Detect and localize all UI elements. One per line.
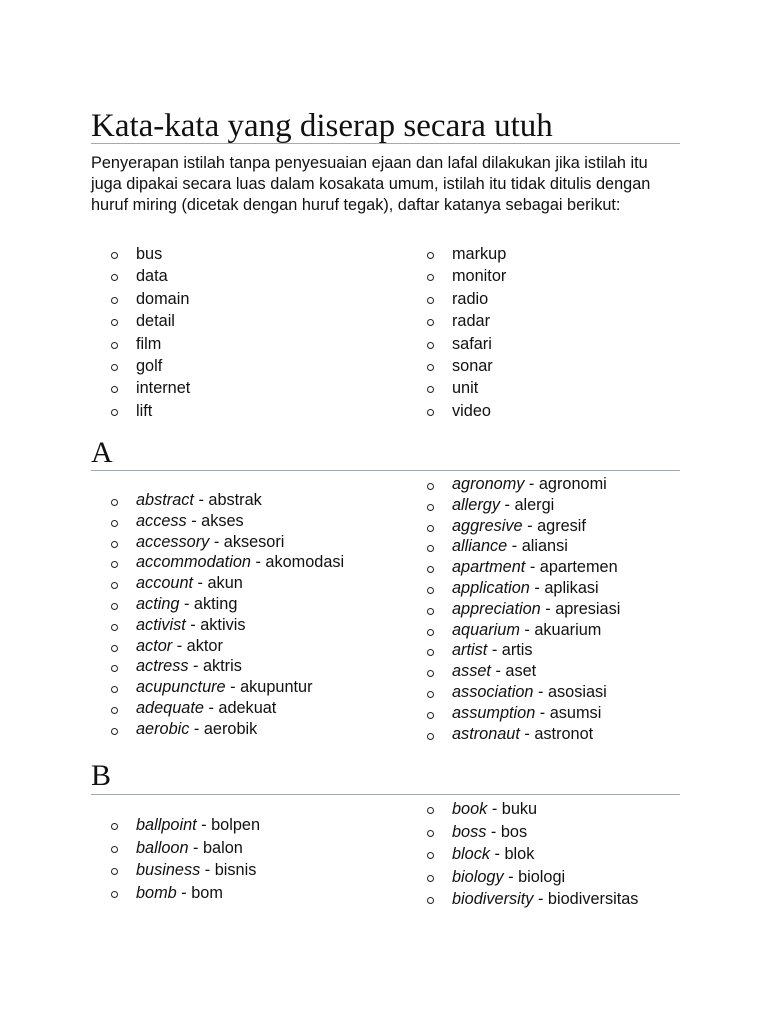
separator: - <box>179 594 194 613</box>
list-item <box>407 888 680 911</box>
list-item <box>91 310 407 332</box>
term-indonesian: asumsi <box>549 703 602 722</box>
term-indonesian: akun <box>207 574 243 593</box>
bullet-icon <box>111 520 118 527</box>
separator: - <box>250 553 266 572</box>
term-english: abstract <box>136 491 194 509</box>
term-indonesian: abstrak <box>208 491 262 509</box>
word: safari <box>452 334 492 353</box>
term-indonesian: akuarium <box>534 620 602 639</box>
term-english: astronaut <box>452 724 520 743</box>
list-item <box>91 837 407 860</box>
bullet-icon <box>427 733 434 740</box>
term-indonesian: aplikasi <box>544 578 599 597</box>
term-indonesian: akomodasi <box>265 553 345 572</box>
term-english: agronomy <box>452 475 525 493</box>
list-item <box>91 400 407 422</box>
word: lift <box>136 401 153 420</box>
separator: - <box>186 511 202 530</box>
list-item <box>407 798 680 821</box>
list-item <box>91 355 407 377</box>
list-item <box>91 288 407 310</box>
list-item <box>91 573 407 594</box>
list-item <box>407 640 680 661</box>
word: unit <box>452 379 479 398</box>
bullet-icon <box>427 252 434 259</box>
term-english: alliance <box>452 537 508 556</box>
separator: - <box>189 719 204 738</box>
term-english: aggresive <box>452 516 523 535</box>
list-item <box>407 703 680 724</box>
separator: - <box>172 636 187 655</box>
term-indonesian: aksesori <box>223 532 285 551</box>
section-heading-a: A <box>91 436 113 469</box>
term-english: asset <box>452 662 491 681</box>
separator: - <box>533 890 548 909</box>
bullet-icon <box>427 483 434 490</box>
bullet-icon <box>427 545 434 552</box>
term-indonesian: aerobik <box>203 719 258 738</box>
separator: - <box>209 532 224 551</box>
term-indonesian: apartemen <box>539 558 618 577</box>
term-english: boss <box>452 822 487 841</box>
list-item <box>91 677 407 698</box>
separator: - <box>490 845 505 864</box>
separator: - <box>196 816 212 834</box>
bullet-icon <box>427 691 434 698</box>
list-item <box>91 594 407 615</box>
term-english: association <box>452 682 534 701</box>
word: golf <box>136 356 163 375</box>
section-a-list-right <box>407 474 680 744</box>
list-item <box>91 490 407 511</box>
term-indonesian: adekuat <box>218 698 277 717</box>
term-indonesian: biodiversitas <box>547 890 639 909</box>
list-item <box>407 377 680 399</box>
section-b-divider <box>91 794 680 795</box>
term-english: ballpoint <box>136 816 197 834</box>
list-item <box>407 866 680 889</box>
list-item <box>91 615 407 636</box>
separator: - <box>486 822 501 841</box>
list-item <box>407 682 680 703</box>
term-indonesian: buku <box>501 800 538 818</box>
term-indonesian: akupuntur <box>240 678 313 697</box>
bullet-icon <box>111 274 118 281</box>
list-item <box>407 557 680 578</box>
term-indonesian: aktivis <box>200 615 246 634</box>
term-english: appreciation <box>452 599 541 618</box>
term-indonesian: astronot <box>534 724 594 743</box>
bullet-icon <box>427 807 434 814</box>
list-item <box>407 288 680 310</box>
term-indonesian: bolpen <box>211 816 261 834</box>
list-item <box>407 495 680 516</box>
term-indonesian: agronomi <box>538 475 607 493</box>
separator: - <box>487 800 502 818</box>
bullet-icon <box>111 686 118 693</box>
list-item <box>407 843 680 866</box>
term-english: accessory <box>136 532 210 551</box>
bullet-icon <box>111 891 118 898</box>
term-english: application <box>452 578 530 597</box>
term-english: account <box>136 574 194 593</box>
bullet-icon <box>427 364 434 371</box>
bullet-icon <box>427 649 434 656</box>
separator: - <box>522 516 538 535</box>
list-item <box>407 265 680 287</box>
term-english: block <box>452 845 491 864</box>
bullet-icon <box>111 541 118 548</box>
bullet-icon <box>111 561 118 568</box>
bullet-icon <box>111 665 118 672</box>
separator: - <box>200 861 215 880</box>
term-indonesian: akting <box>193 594 238 613</box>
separator: - <box>533 682 548 701</box>
separator: - <box>525 558 540 577</box>
bullet-icon <box>427 386 434 393</box>
term-english: activist <box>136 615 186 634</box>
term-english: acting <box>136 594 180 613</box>
term-indonesian: asosiasi <box>547 682 607 701</box>
term-indonesian: alergi <box>514 495 555 514</box>
list-item <box>91 719 407 740</box>
list-item <box>407 400 680 422</box>
bullet-icon <box>111 707 118 714</box>
list-item <box>91 698 407 719</box>
term-indonesian: akses <box>201 511 244 530</box>
bullet-icon <box>427 852 434 859</box>
term-english: allergy <box>452 495 500 514</box>
list-item <box>407 724 680 745</box>
term-english: artist <box>452 641 488 660</box>
word: markup <box>452 245 507 263</box>
section-b-list-right <box>407 798 680 911</box>
separator: - <box>519 620 535 639</box>
bullet-icon <box>111 603 118 610</box>
term-english: aquarium <box>452 620 520 639</box>
bullet-icon <box>427 670 434 677</box>
section-heading-b: B <box>91 759 112 792</box>
bullet-icon <box>427 342 434 349</box>
term-indonesian: biologi <box>518 867 566 886</box>
separator: - <box>203 698 219 717</box>
bullet-icon <box>111 409 118 416</box>
term-english: acupuncture <box>136 678 226 697</box>
title-divider <box>91 143 680 144</box>
intro-paragraph: Penyerapan istilah tanpa penyesuaian ejaan dan lafal dilakukan jika istilah itu juga dipakai secara luas dalam kosakata umum, istilah itu tidak ditulis dengan huruf miring (dicetak dengan huruf tegak), daftar katanya sebagai berikut: <box>91 154 651 214</box>
separator: - <box>193 491 209 509</box>
separator: - <box>535 703 550 722</box>
word: monitor <box>452 267 507 286</box>
bullet-icon <box>111 297 118 304</box>
term-english: adequate <box>136 698 204 717</box>
list-item <box>91 882 407 905</box>
list-item <box>91 511 407 532</box>
term-indonesian: bos <box>500 822 528 841</box>
bullet-icon <box>111 364 118 371</box>
word: radio <box>452 289 489 308</box>
separator: - <box>529 578 545 597</box>
separator: - <box>188 657 203 676</box>
separator: - <box>225 678 241 697</box>
bullet-icon <box>111 342 118 349</box>
separator: - <box>524 475 539 493</box>
utuh-list-left <box>91 243 407 422</box>
term-indonesian: aset <box>505 662 537 681</box>
separator: - <box>507 537 522 556</box>
bullet-icon <box>427 712 434 719</box>
bullet-icon <box>427 587 434 594</box>
word: internet <box>136 379 191 398</box>
word: radar <box>452 312 491 331</box>
list-item <box>91 552 407 573</box>
utuh-list-right <box>407 243 680 422</box>
term-english: biodiversity <box>452 890 534 909</box>
term-english: assumption <box>452 703 536 722</box>
list-item <box>91 636 407 657</box>
section-b-list-left <box>91 814 407 904</box>
list-item <box>91 333 407 355</box>
bullet-icon <box>111 499 118 506</box>
list-item <box>91 265 407 287</box>
term-english: biology <box>452 867 504 886</box>
separator: - <box>176 883 192 902</box>
separator: - <box>193 574 208 593</box>
bullet-icon <box>427 566 434 573</box>
word: sonar <box>452 356 493 375</box>
list-item <box>407 310 680 332</box>
list-item <box>91 814 407 837</box>
bullet-icon <box>427 525 434 532</box>
list-item <box>407 620 680 641</box>
term-english: actor <box>136 636 173 655</box>
word: film <box>136 334 162 353</box>
separator: - <box>519 724 535 743</box>
term-english: aerobic <box>136 719 190 738</box>
bullet-icon <box>111 624 118 631</box>
word: detail <box>136 312 175 331</box>
list-item <box>91 532 407 553</box>
list-item <box>407 536 680 557</box>
word: bus <box>136 245 163 263</box>
bullet-icon <box>427 409 434 416</box>
separator: - <box>540 599 556 618</box>
term-english: actress <box>136 657 189 676</box>
bullet-icon <box>111 846 118 853</box>
separator: - <box>185 615 201 634</box>
separator: - <box>499 495 515 514</box>
bullet-icon <box>111 728 118 735</box>
bullet-icon <box>111 319 118 326</box>
term-english: balloon <box>136 838 189 857</box>
term-english: accommodation <box>136 553 251 572</box>
bullet-icon <box>427 319 434 326</box>
term-indonesian: agresif <box>537 516 586 535</box>
bullet-icon <box>427 830 434 837</box>
term-indonesian: blok <box>504 845 535 864</box>
term-english: access <box>136 511 187 530</box>
term-english: book <box>452 800 488 818</box>
list-item <box>407 333 680 355</box>
term-indonesian: bisnis <box>214 861 257 880</box>
list-item <box>91 377 407 399</box>
separator: - <box>503 867 519 886</box>
term-english: business <box>136 861 201 880</box>
bullet-icon <box>427 297 434 304</box>
bullet-icon <box>427 629 434 636</box>
bullet-icon <box>111 386 118 393</box>
list-item <box>91 656 407 677</box>
bullet-icon <box>427 504 434 511</box>
list-item <box>407 661 680 682</box>
term-indonesian: aktris <box>202 657 242 676</box>
term-indonesian: balon <box>202 838 243 857</box>
section-a-divider <box>91 470 680 471</box>
term-english: apartment <box>452 558 526 577</box>
list-item <box>407 578 680 599</box>
list-item <box>91 243 407 265</box>
separator: - <box>487 641 502 660</box>
bullet-icon <box>427 897 434 904</box>
bullet-icon <box>427 608 434 615</box>
term-english: bomb <box>136 883 177 902</box>
term-indonesian: apresiasi <box>555 599 621 618</box>
list-item <box>91 859 407 882</box>
bullet-icon <box>111 252 118 259</box>
word: domain <box>136 289 190 308</box>
bullet-icon <box>427 274 434 281</box>
bullet-icon <box>111 645 118 652</box>
term-indonesian: aliansi <box>521 537 568 556</box>
separator: - <box>490 662 506 681</box>
list-item <box>407 355 680 377</box>
list-item <box>407 516 680 537</box>
list-item <box>407 474 680 495</box>
list-item <box>407 821 680 844</box>
bullet-icon <box>111 823 118 830</box>
list-item <box>407 243 680 265</box>
term-indonesian: aktor <box>186 636 223 655</box>
word: data <box>136 267 168 286</box>
bullet-icon <box>111 582 118 589</box>
term-indonesian: artis <box>501 641 533 660</box>
page-title: Kata-kata yang diserap secara utuh <box>91 108 553 144</box>
bullet-icon <box>111 868 118 875</box>
term-indonesian: bom <box>191 883 223 902</box>
bullet-icon <box>427 875 434 882</box>
word: video <box>452 401 491 420</box>
section-a-list-left <box>91 490 407 740</box>
separator: - <box>188 838 203 857</box>
list-item <box>407 599 680 620</box>
